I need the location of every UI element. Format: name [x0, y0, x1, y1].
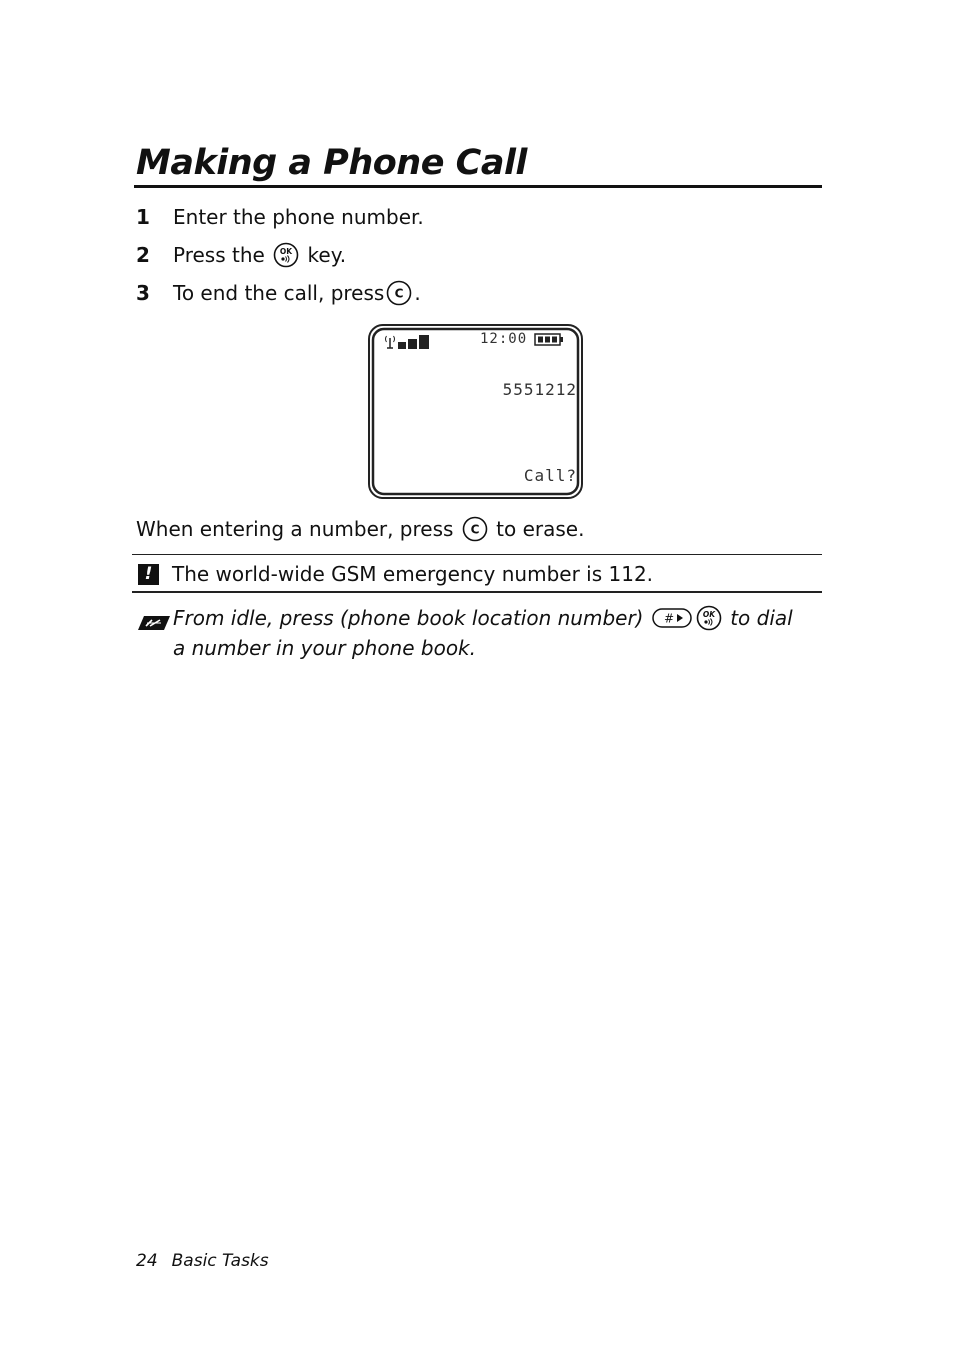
step-number: 2 — [136, 243, 150, 267]
hash-key-icon — [652, 607, 692, 629]
ok-key-icon — [696, 605, 722, 631]
ok-key-icon — [273, 242, 299, 268]
antenna-icon — [383, 334, 397, 350]
page-footer — [136, 1251, 269, 1271]
step-1 — [136, 202, 822, 240]
page-number: 24 — [136, 1251, 158, 1271]
signal-strength-icon — [398, 334, 432, 350]
section-name: Basic Tasks — [171, 1251, 269, 1271]
svg-text:OK: OK — [702, 609, 715, 619]
warning-text: The world-wide GSM emergency number is 112. — [172, 562, 654, 586]
tip-line-1 — [173, 603, 793, 633]
tip-line-1-before: From idle, press (phone book location number) — [173, 606, 644, 630]
screen-time: 12:00 — [480, 331, 528, 347]
page-title: Making a Phone Call — [136, 143, 527, 183]
svg-text:#: # — [663, 611, 674, 625]
step-text — [173, 278, 421, 308]
screen-prompt: Call? — [523, 466, 577, 485]
svg-text:OK: OK — [280, 246, 293, 256]
tip-line-2: a number in your phone book. — [173, 636, 476, 660]
c-key-icon — [462, 516, 488, 542]
phone-screen-illustration — [368, 324, 583, 499]
tip-pencil-icon — [138, 615, 170, 631]
svg-text:C: C — [394, 286, 404, 300]
screen-number: 5551212 — [502, 380, 577, 399]
warning-icon — [138, 564, 159, 585]
step-text: Enter the phone number. — [173, 205, 424, 229]
svg-text:C: C — [470, 522, 480, 536]
erase-note-before: When entering a number, press — [136, 517, 454, 541]
battery-icon — [534, 333, 564, 347]
steps-list — [136, 202, 822, 316]
c-key-icon — [386, 280, 412, 306]
warning-icon-glyph: ! — [144, 564, 153, 584]
step-text — [173, 240, 346, 270]
erase-note-after: to erase. — [496, 517, 585, 541]
title-rule — [134, 185, 822, 188]
step-text-before: Press the — [173, 243, 265, 267]
warning-box — [132, 554, 822, 593]
tip-line-1-after: to dial — [730, 606, 793, 630]
step-number: 1 — [136, 205, 150, 229]
step-text-before: To end the call, press — [173, 281, 385, 305]
step-3 — [136, 278, 822, 316]
step-text-after: key. — [307, 243, 347, 267]
step-2 — [136, 240, 822, 278]
step-text-after: . — [414, 281, 421, 305]
step-number: 3 — [136, 281, 150, 305]
erase-note — [136, 514, 584, 544]
